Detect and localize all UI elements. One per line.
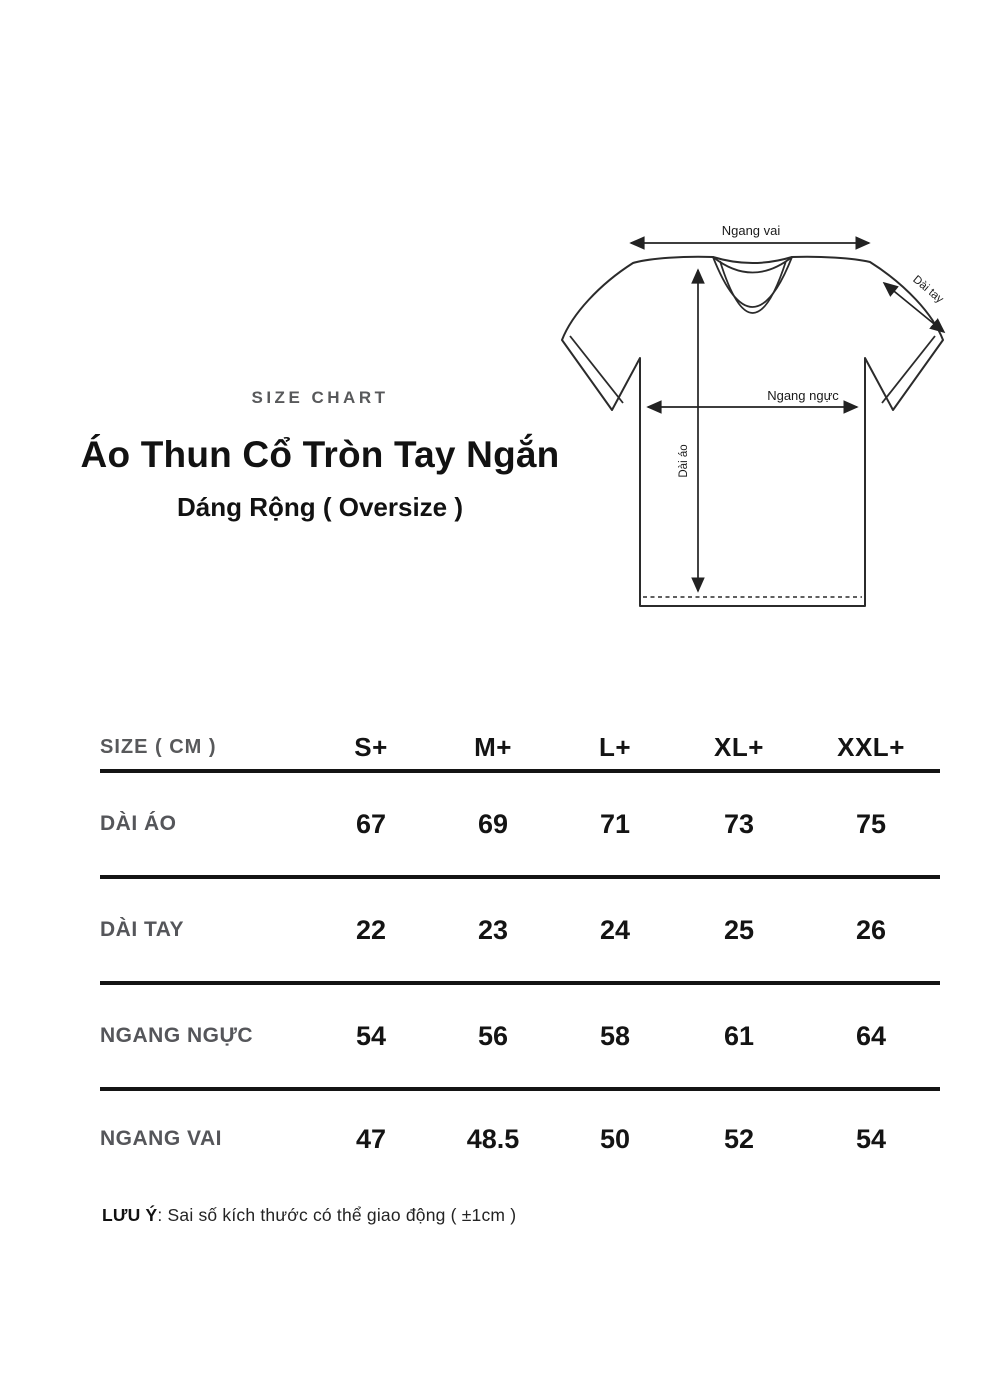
cell-value: 54 <box>855 1123 887 1154</box>
row-label: NGANG NGỰC <box>100 1024 254 1047</box>
cell-value: 54 <box>355 1020 387 1051</box>
shoulder-width-label: Ngang vai <box>721 223 781 238</box>
page-title: Áo Thun Cổ Tròn Tay Ngắn <box>80 434 560 475</box>
sleeve-length-label: Dài tay <box>910 273 946 306</box>
row-label: NGANG VAI <box>100 1127 222 1150</box>
cell-value: 26 <box>855 914 887 945</box>
tolerance-note-label: LƯU Ý <box>102 1205 158 1225</box>
cell-value: 50 <box>599 1123 631 1154</box>
row-label: DÀI TAY <box>100 918 185 941</box>
page-subtitle: Dáng Rộng ( Oversize ) <box>176 492 464 522</box>
tolerance-note-text: : Sai số kích thước có thể giao động ( ±1cm ) <box>157 1205 517 1225</box>
table-header-xxl: XXL+ <box>837 732 905 762</box>
table-header-row <box>100 726 940 773</box>
tshirt-outline <box>562 257 946 606</box>
chest-width-label: Ngang ngực <box>767 388 839 403</box>
cell-value: 24 <box>599 914 631 945</box>
shirt-length-label: Dài áo <box>678 444 690 478</box>
cell-value: 75 <box>855 808 887 839</box>
eyebrow-size-chart: SIZE CHART <box>251 388 389 407</box>
table-row-ngang-vai <box>100 1091 940 1187</box>
table-header-xl: XL+ <box>714 732 764 762</box>
table-header-s: S+ <box>354 732 388 762</box>
cell-value: 58 <box>599 1020 631 1051</box>
tshirt-measurement-diagram <box>540 210 980 640</box>
table-header-m: M+ <box>474 732 512 762</box>
tshirt-diagram-svg <box>540 210 980 640</box>
table-row-ngang-nguc <box>100 985 940 1091</box>
cell-value: 71 <box>599 808 631 839</box>
title-block <box>60 388 580 523</box>
size-table <box>100 726 940 1187</box>
tolerance-note <box>102 1205 516 1226</box>
table-header-size-cm: SIZE ( CM ) <box>100 736 217 758</box>
cell-value: 52 <box>723 1123 755 1154</box>
cell-value: 25 <box>723 914 755 945</box>
cell-value: 73 <box>723 808 755 839</box>
table-row-dai-tay <box>100 879 940 985</box>
cell-value: 23 <box>477 914 509 945</box>
cell-value: 48.5 <box>466 1123 520 1154</box>
table-header-l: L+ <box>598 732 632 762</box>
cell-value: 69 <box>477 808 509 839</box>
cell-value: 22 <box>355 914 387 945</box>
cell-value: 61 <box>723 1020 755 1051</box>
table-row-dai-ao <box>100 773 940 879</box>
cell-value: 56 <box>477 1020 509 1051</box>
row-label: DÀI ÁO <box>100 812 177 835</box>
cell-value: 67 <box>355 808 387 839</box>
cell-value: 64 <box>855 1020 887 1051</box>
cell-value: 47 <box>355 1123 387 1154</box>
